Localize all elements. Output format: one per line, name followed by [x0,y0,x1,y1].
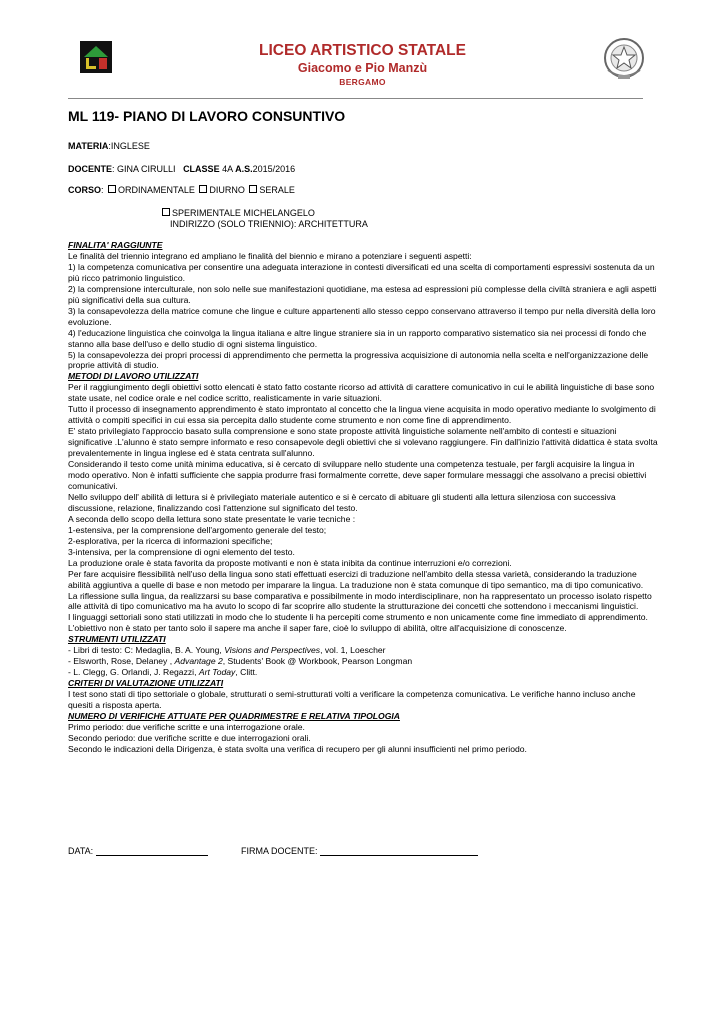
checkbox-serale[interactable] [249,185,257,193]
section-title-strumenti: STRUMENTI UTILIZZATI [68,634,166,645]
corso-field: CORSO: ORDINAMENTALE DIURNO SERALE [68,185,295,195]
metodi-paragraph: Per fare acquisire flessibilità nell'uso della lingua sono stati effettuati esercizi di traduzione nell'ambito della stessa varietà, considerando la traduzione abilità aggiuntiva a quelle di base e non metodo per imparare la lingua. La traduzione non è stata comunque di tipo semantico, ma di tipo comunicativo. [68,568,644,590]
metodi-paragraph: La produzione orale è stata favorita da proposte motivanti e non è stata inibita da continue interruzioni e/o correzioni. [68,557,512,568]
school-logo-icon [80,41,112,73]
classe-value: 4A [222,164,233,174]
republic-emblem-icon [602,36,646,82]
materia-label: MATERIA [68,141,109,151]
school-name: LICEO ARTISTICO STATALE [259,42,466,59]
metodi-paragraph: 1-estensiva, per la comprensione dell'argomento generale del testo; [68,524,327,535]
section-title-finalita: FINALITA' RAGGIUNTE [68,240,163,250]
document-title: ML 119- PIANO DI LAVORO CONSUNTIVO [68,108,346,124]
finalita-list [68,251,658,371]
section-title-metodi: METODI DI LAVORO UTILIZZATI [68,371,199,382]
school-city: BERGAMO [339,77,386,87]
corso-label: CORSO [68,185,102,195]
numero-paragraph: Secondo le indicazioni della Dirigenza, è stata svolta una verifica di recupero per gli alunni insufficienti nel primo periodo. [68,743,527,754]
metodi-paragraph: L'obiettivo non è stato per tanto solo il sapere ma anche il saper fare, cioè lo sviluppo di abilità, oltre all'acquisizione di conoscenze. [68,623,567,634]
finalita-paragraph: 3) la consapevolezza della matrice comune che lingue e culture appartenenti allo stesso ceppo conservano attraverso il tempo pur nella diversità della loro evoluzione. [68,305,656,327]
materia-value: :INGLESE [108,141,150,151]
firma-signature-field [241,846,478,856]
corso-option-diurno: DIURNO [209,185,245,195]
firma-input-line[interactable] [320,846,478,856]
finalita-paragraph: Le finalità del triennio integrano ed ampliano le finalità del biennio e mirano a potenziare i seguenti aspetti: [68,250,472,261]
document-body [68,240,658,755]
checkbox-ordinamentale[interactable] [108,185,116,193]
finalita-paragraph: 1) la competenza comunicativa per consentire una adeguata interazione in contesti diversificati ed una scelta di comportamenti espressivi sostenuta da un più ricco patrimonio linguistico. [68,261,655,283]
corso-option-ordinamentale: ORDINAMENTALE [118,185,195,195]
strumenti-item: - Elsworth, Rose, Delaney , Advantage 2, Students' Book @ Workbook, Pearson Longman [68,656,413,667]
book-title: Advantage 2 [174,656,223,667]
numero-list [68,722,658,755]
strumenti-list [68,645,658,678]
data-label: DATA: [68,846,94,856]
corso-option-serale: SERALE [259,185,295,195]
strumenti-item: - L. Clegg, G. Orlandi, J. Regazzi, Art Today, Clitt. [68,667,258,678]
finalita-paragraph: 5) la consapevolezza dei propri processi di apprendimento che permetta la progressiva acquisizione di autonomia nella scelta e nell'organizzazione delle proprie attività di studio. [68,349,649,371]
section-title-numero: NUMERO DI VERIFICHE ATTUATE PER QUADRIMESTRE E RELATIVA TIPOLOGIA [68,710,400,721]
school-header [140,42,585,88]
header-divider [68,98,643,99]
metodi-paragraph: 2-esplorativa, per la ricerca di informazioni specifiche; [68,535,273,546]
sperimentale-option [160,208,315,219]
indirizzo-line: INDIRIZZO (SOLO TRIENNIO): ARCHITETTURA [170,219,368,229]
criteri-paragraph: I test sono stati di tipo settoriale o globale, strutturati o semi-strutturati volti a verificare la competenza comunicativa. Le verifiche hanno incluso anche quesiti a risposta aperta. [68,689,636,711]
as-label: A.S. [235,164,253,174]
sperimentale-label: SPERIMENTALE MICHELANGELO [172,208,315,218]
classe-label: CLASSE [183,164,220,174]
school-subtitle: Giacomo e Pio Manzù [297,61,428,75]
metodi-paragraph: 3-intensiva, per la comprensione di ogni elemento del testo. [68,546,295,557]
materia-field [68,141,150,152]
firma-label: FIRMA DOCENTE: [241,846,318,856]
numero-paragraph: Primo periodo: due verifiche scritte e una interrogazione orale. [68,721,305,732]
metodi-paragraph: Tutto il processo di insegnamento apprendimento è stato improntato al concetto che la lingua viene acquisita in modo operativo mediante lo svolgimento di attività o compiti specifici in cui essa sia percepita dallo studente come strumento e non come fine di apprendimento. [68,404,656,426]
book-title: Art Today [198,667,236,678]
numero-paragraph: Secondo periodo: due verifiche scritte e due interrogazioni orali. [68,732,311,743]
metodi-paragraph: Nello sviluppo dell' abilità di lettura si è privilegiato materiale autentico e si è cercato di abituare gli studenti alla lettura silenziosa con successiva discussione, relazione, finalizzando così l'attenzione sul significato del testo. [68,491,616,513]
metodi-paragraph: Considerando il testo come unità minima educativa, si è cercato di sviluppare nello studente una competenza testuale, per fargli acquisire la lingua in modo operativo. Non è infatti sufficiente che sappia produrre frasi formalmente corrette, deve saper formulare messaggi che assolvano a precisi obiettivi comunicativi. [68,459,647,491]
docente-value: : GINA CIRULLI [112,164,176,174]
metodi-paragraph: La riflessione sulla lingua, da realizzarsi su base comparativa e possibilmente in modo interdisciplinare, non ha rappresentato un processo isolato rispetto alle attività di tipo comunicativo ma ha avuto lo scopo di far scoprire allo studente la strutturazione dei concetti che sottendono i meccanismi linguistici. [68,590,652,612]
metodi-paragraph: I linguaggi settoriali sono stati utilizzati in modo che lo studente li ha percepiti come strumento e non unicamente come fine immediato di apprendimento. [68,612,648,623]
as-value: 2015/2016 [252,164,296,174]
checkbox-diurno[interactable] [199,185,207,193]
data-signature-field [68,846,208,856]
docente-field [68,164,295,175]
metodi-paragraph: E' stato privilegiato l'approccio basato sulla comprensione e sono state proposte attività linguistiche solamente nell'ambito di contesti e situazioni significative .L'alunno è stato sempre informato e reso consapevole degli obiettivi che si volevano raggiungere. Fin dall'inizio l'attività didattica è stata svolta prevalentemente in lingua inglese ed è stata centrata sull'alunno. [68,426,658,459]
data-input-line[interactable] [96,846,208,856]
book-title: Visions and Perspectives [224,645,321,656]
checkbox-sperimentale[interactable] [162,208,170,216]
criteri-list [68,689,658,711]
finalita-paragraph: 2) la comprensione interculturale, non solo nelle sue manifestazioni quotidiane, ma estesa ad espressioni più complesse della civiltà straniera e agli aspetti più significativi della sua cultura. [68,283,657,305]
metodi-paragraph: Per il raggiungimento degli obiettivi sotto elencati è stato fatto costante ricorso ad attività di carattere comunicativo in cui le abilità linguistiche di base sono state usate, nel codice orale e nel codice scritto, realisticamente in varie situazioni. [68,382,655,404]
docente-label: DOCENTE [68,164,113,174]
metodi-paragraph: A seconda dello scopo della lettura sono state presentate le varie tecniche : [68,513,356,524]
metodi-list [68,382,658,634]
section-title-criteri: CRITERI DI VALUTAZIONE UTILIZZATI [68,678,224,689]
strumenti-item: - Libri di testo: C: Medaglia, B. A. Young, Visions and Perspectives, vol. 1, Loescher [68,645,386,656]
finalita-paragraph: 4) l'educazione linguistica che coinvolga la lingua italiana e altre lingue straniere sia in un rapporto comparativo sistematico sia nei processi di fondo che stanno alla base dell'uso e dello studio di ogni sistema linguistico. [68,327,647,349]
